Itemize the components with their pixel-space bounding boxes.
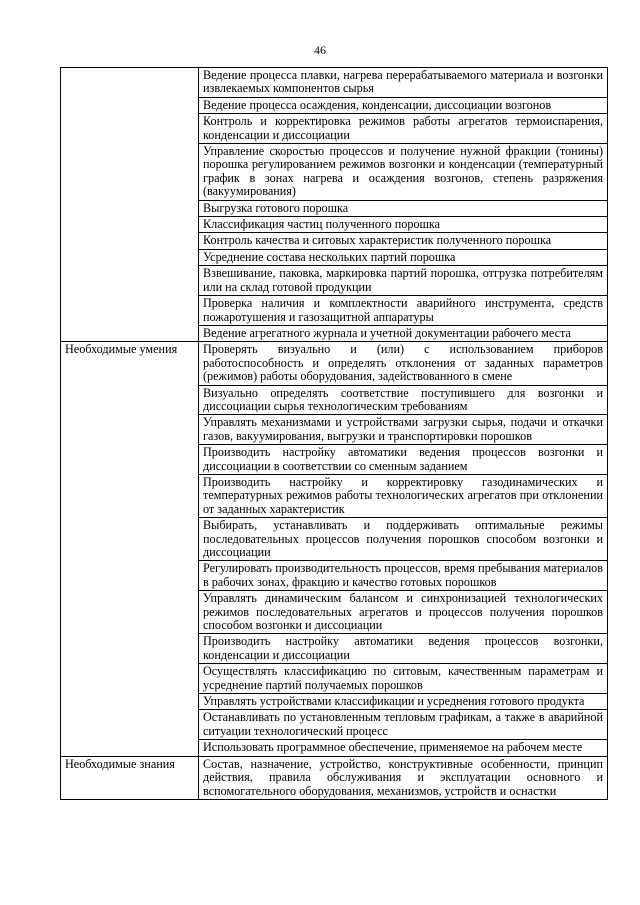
table-cell-item: Выбирать, устанавливать и поддерживать оптимальные режимы последовательных процессов получения порошков способом возгонки и диссоциации	[199, 518, 608, 561]
section-label: Необходимые знания	[61, 756, 199, 799]
table-cell-item: Контроль и корректировка режимов работы агрегатов термоиспарения, конденсации и диссоциации	[199, 114, 608, 144]
requirements-table	[60, 67, 608, 800]
table-cell-item: Ведение процесса плавки, нагрева перерабатываемого материала и возгонки извлекаемых компонентов сырья	[199, 68, 608, 98]
table-cell-item: Визуально определять соответствие поступившего для возгонки и диссоциации сырья технологическим требованиям	[199, 385, 608, 415]
requirements-table-body	[61, 68, 608, 800]
table-cell-item: Управление скоростью процессов и получение нужной фракции (тонины) порошка регулированием режимов возгонки и конденсации (температурный график в зонах нагрева и осаждения возгонов, степень разряжения (вакуумирования)	[199, 144, 608, 201]
table-cell-item: Проверять визуально и (или) с использованием приборов работоспособность и определять отклонения от заданных параметров (режимов) работы оборудования, задействованного в смене	[199, 342, 608, 385]
page-number: 46	[314, 43, 326, 57]
table-cell-item: Состав, назначение, устройство, конструктивные особенности, принцип действия, правила обслуживания и эксплуатации основного и вспомогательного оборудования, механизмов, устройств и оснастки	[199, 756, 608, 799]
table-cell-item: Останавливать по установленным тепловым графикам, а также в аварийной ситуации технологический процесс	[199, 710, 608, 740]
table-cell-item: Производить настройку автоматики ведения процессов возгонки, конденсации и диссоциации	[199, 634, 608, 664]
table-cell-item: Регулировать производительность процессов, время пребывания материалов в рабочих зонах, фракцию и качество готовых порошков	[199, 561, 608, 591]
table-cell-item: Управлять механизмами и устройствами загрузки сырья, подачи и откачки газов, вакуумирования, выгрузки и транспортировки порошков	[199, 415, 608, 445]
table-cell-item: Классификация частиц полученного порошка	[199, 217, 608, 233]
table-cell-item: Производить настройку и корректировку газодинамических и температурных режимов работы технологических агрегатов при отклонении от заданных характеристик	[199, 474, 608, 517]
table-cell-item: Управлять динамическим балансом и синхронизацией технологических режимов последовательных агрегатов и процессов получения порошков способом возгонки и диссоциации	[199, 591, 608, 634]
table-row	[61, 342, 608, 385]
table-cell-item: Контроль качества и ситовых характеристик полученного порошка	[199, 233, 608, 249]
table-cell-item: Ведение агрегатного журнала и учетной документации рабочего места	[199, 325, 608, 341]
table-cell-item: Ведение процесса осаждения, конденсации, диссоциации возгонов	[199, 97, 608, 113]
table-cell-item: Управлять устройствами классификации и усреднения готового продукта	[199, 694, 608, 710]
table-cell-item: Взвешивание, паковка, маркировка партий порошка, отгрузка потребителям или на склад готовой продукции	[199, 266, 608, 296]
table-cell-item: Усреднение состава нескольких партий порошка	[199, 249, 608, 265]
table-cell-item: Осуществлять классификацию по ситовым, качественным параметрам и усреднение партий получаемых порошков	[199, 664, 608, 694]
section-label: Необходимые умения	[61, 342, 199, 756]
table-cell-item: Производить настройку автоматики ведения процессов возгонки и диссоциации в соответствии со сменным заданием	[199, 445, 608, 475]
section-label	[61, 68, 199, 342]
table-row	[61, 756, 608, 799]
table-cell-item: Проверка наличия и комплектности аварийного инструмента, средств пожаротушения и газозащитной аппаратуры	[199, 296, 608, 326]
table-row	[61, 68, 608, 98]
table-cell-item: Выгрузка готового порошка	[199, 200, 608, 216]
table-cell-item: Использовать программное обеспечение, применяемое на рабочем месте	[199, 740, 608, 756]
